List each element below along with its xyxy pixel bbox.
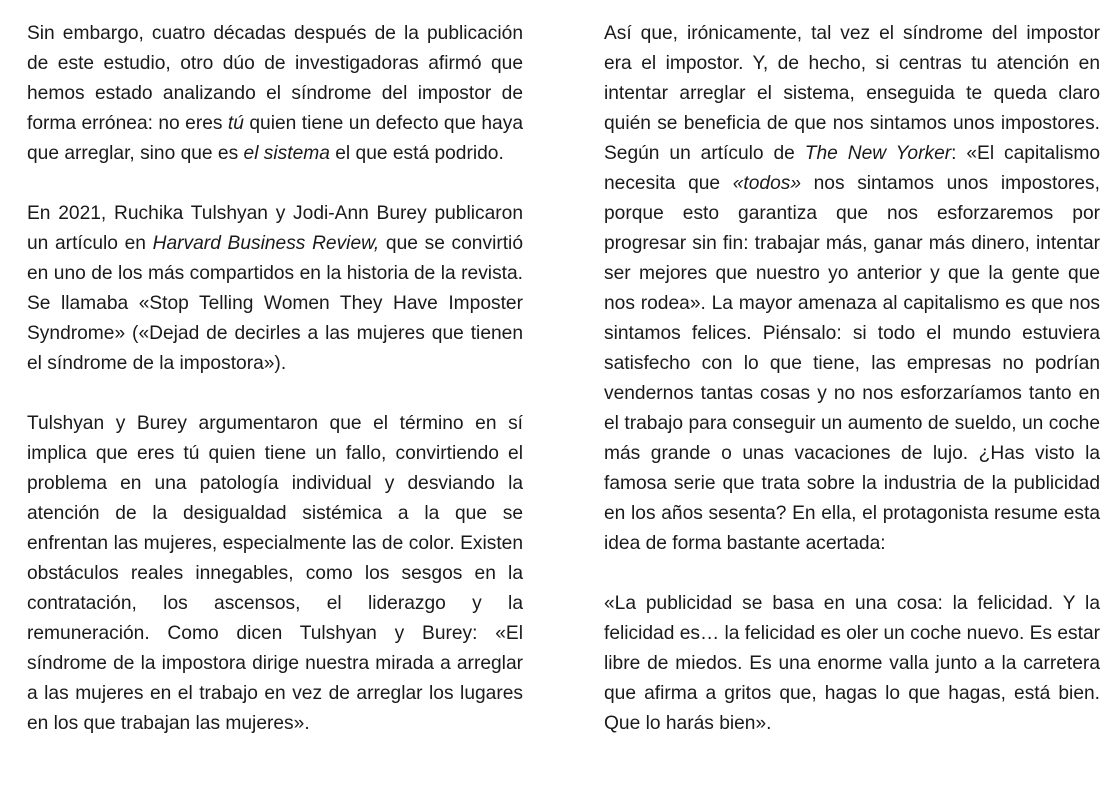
- emphasis-el-sistema: el sistema: [243, 143, 330, 164]
- emphasis-tu: tú: [227, 113, 244, 134]
- right-column: [604, 19, 1100, 739]
- paragraph-publicidad-quote: «La publicidad se basa en una cosa: la felicidad. Y la felicidad es… la felicidad es oler un coche nuevo. Es estar libre de miedos. Es una enorme valla junto a la carretera que afirma a gritos que, hagas lo que hagas, está bien. Que lo harás bien».: [604, 593, 1100, 734]
- emphasis-todos: «todos»: [732, 173, 802, 194]
- paragraph-impostor-capitalismo: Así que, irónicamente, tal vez el síndrome del impostor era el impostor. Y, de hecho, si centras tu atención en intentar arreglar el sistema, enseguida te queda claro quién se beneficia de que nos sintamos unos impostores. Según un artículo de The New Yorker: «El capitalismo necesita que «todos» nos sintamos unos impostores, porque esto garantiza que nos esforzaremos por progresar sin fin: trabajar más, ganar más dinero, intentar ser mejores que nuestro yo anterior y que la gente que nos rodea». La mayor amenaza al capitalismo es que nos sintamos felices. Piénsalo: si todo el mundo estuviera satisfecho con lo que tiene, las empresas no podrían vendernos tantas cosas y no nos esforzaríamos tanto en el trabajo para conseguir un aumento de sueldo, un coche más grande o unas vacaciones de lujo. ¿Has visto la famosa serie que trata sobre la industria de la publicidad en los años sesenta? En ella, el protagonista resume esta idea de forma bastante acertada:: [604, 23, 1101, 554]
- emphasis-the-new-yorker: The New Yorker: [804, 143, 952, 164]
- paragraph-sistema-podrido: Sin embargo, cuatro décadas después de la publicación de este estudio, otro dúo de investigadoras afirmó que hemos estado analizando el síndrome del impostor de forma errónea: no eres tú quien tiene un defecto que haya que arreglar, sino que es el sistema el que está podrido.: [27, 23, 523, 164]
- paragraph-tulshyan-burey: Tulshyan y Burey argumentaron que el término en sí implica que eres tú quien tiene un fallo, convirtiendo el problema en una patología individual y desviando la atención de la desigualdad sistémica a la que se enfrentan las mujeres, especialmente las de color. Existen obstáculos reales innegables, como los sesgos en la contratación, los ascensos, el liderazgo y la remuneración. Como dicen Tulshyan y Burey: «El síndrome de la impostora dirige nuestra mirada a arreglar a las mujeres en el trabajo en vez de arreglar los lugares en los que trabajan las mujeres».: [27, 413, 523, 734]
- emphasis-harvard-business-review: Harvard Business Review,: [152, 233, 380, 254]
- left-column: [27, 19, 523, 739]
- paragraph-hbr-article: En 2021, Ruchika Tulshyan y Jodi-Ann Burey publicaron un artículo en Harvard Business Review, que se convirtió en uno de los más compartidos en la historia de la revista. Se llamaba «Stop Telling Women They Have Imposter Syndrome» («Dejad de decirles a las mujeres que tienen el síndrome de la impostora»).: [27, 203, 523, 374]
